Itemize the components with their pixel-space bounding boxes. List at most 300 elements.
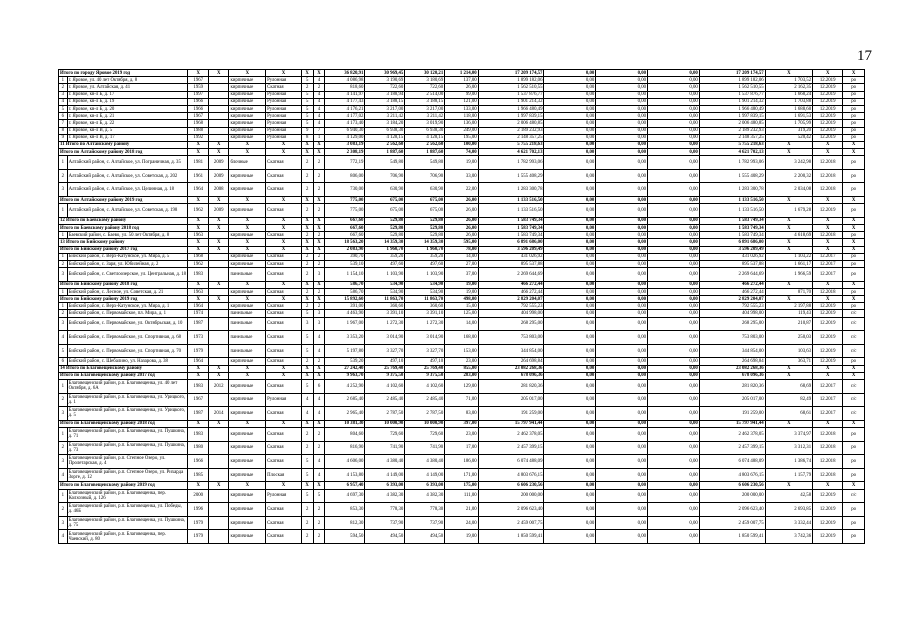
address-cell: Благовещенский район, р.п. Благовещенка, ул. Пушкина, д. 75 <box>67 516 188 530</box>
data-cell <box>208 127 229 134</box>
data-cell: 1 <box>59 204 68 218</box>
total-cell: Х <box>313 239 325 246</box>
data-cell: 4 <box>313 98 325 105</box>
data-cell: 772,19 <box>325 156 365 170</box>
total-cell: 15 797 941,44 <box>478 420 544 427</box>
total-cell: 0,00 <box>596 149 648 156</box>
table-row <box>59 156 865 170</box>
data-cell: 2000 <box>188 489 209 503</box>
data-cell: Рулонная <box>266 393 302 407</box>
data-cell: 5 197,80 <box>325 344 365 358</box>
table-row <box>59 427 865 441</box>
data-cell: 4 606,00 <box>325 455 365 469</box>
data-cell: 466 272,44 <box>478 288 544 295</box>
address-cell: г. Яровое, ул. 40 лет Октября, д. 8 <box>67 77 188 84</box>
data-cell: 1 562 510,55 <box>478 84 544 91</box>
data-cell: 12.2019 <box>813 530 843 544</box>
data-cell: 12.2019 <box>813 358 843 365</box>
data-cell: 2 <box>313 303 325 310</box>
total-cell: Х <box>208 372 229 379</box>
data-cell: 2 <box>301 358 313 365</box>
data-cell: 586,70 <box>325 288 365 295</box>
data-cell: 0,00 <box>544 105 596 112</box>
total-cell: Х <box>188 225 209 232</box>
total-cell: 0,00 <box>648 482 700 489</box>
total-cell: Х <box>188 197 209 204</box>
total-cell: 0,00 <box>544 225 596 232</box>
data-cell: 2009 <box>208 156 229 170</box>
data-cell: кирпичные <box>229 134 266 141</box>
total-label-cell: Итого по Алтайскому району 2019 год <box>59 197 188 204</box>
total-cell: 466 272,44 <box>478 281 544 288</box>
data-cell: 0,00 <box>596 105 648 112</box>
data-cell: 133,00 <box>445 105 478 112</box>
data-cell: 0,00 <box>596 317 648 331</box>
total-cell: 1 887,60 <box>405 149 445 156</box>
data-cell: 1 157,79 <box>765 468 812 482</box>
data-cell: 2 <box>313 503 325 517</box>
data-cell: 4 <box>313 120 325 127</box>
data-cell: 3 188,15 <box>365 98 405 105</box>
total-cell: Х <box>208 70 229 77</box>
data-cell: 2 <box>301 427 313 441</box>
data-cell: 1 901 214,32 <box>478 98 544 105</box>
total-cell: Х <box>765 482 812 489</box>
data-cell: 4 173,40 <box>325 120 365 127</box>
total-cell: Х <box>229 149 266 156</box>
total-cell: Х <box>266 217 302 224</box>
data-cell: 12.2019 <box>813 77 843 84</box>
data-cell: 1 <box>59 288 68 295</box>
data-cell: 19,00 <box>445 530 478 544</box>
data-cell: 5 <box>301 489 313 503</box>
total-cell: Х <box>229 239 266 246</box>
total-cell: 4 621 702,13 <box>478 149 544 156</box>
data-cell: 812,30 <box>325 516 365 530</box>
data-cell: кирпичные <box>229 253 266 260</box>
table-row-total <box>59 70 865 77</box>
data-cell: 675,00 <box>405 204 445 218</box>
total-cell: 534,90 <box>365 281 405 288</box>
data-cell <box>208 331 229 345</box>
repair-schedule-table-wrapper <box>58 69 865 544</box>
data-cell: 0,00 <box>648 407 700 421</box>
total-cell: 27 242,40 <box>325 365 365 372</box>
table-row-total <box>59 420 865 427</box>
data-cell: 630,90 <box>405 183 445 197</box>
data-cell: 0,00 <box>648 344 700 358</box>
total-cell: 675,00 <box>405 197 445 204</box>
address-cell: Благовещенский район, р.п. Благовещенка, ул. Пушкина, д. 73 <box>67 441 188 455</box>
address-cell: г. Яровое, кв-л Б, д. 21 <box>67 113 188 120</box>
data-cell: 778,30 <box>365 503 405 517</box>
data-cell: кирпичные <box>229 303 266 310</box>
data-cell: 3 <box>59 317 68 331</box>
address-cell: г. Яровое, кв-л Б, д. 17 <box>67 91 188 98</box>
total-cell: Х <box>229 70 266 77</box>
data-cell: 0,00 <box>544 468 596 482</box>
data-cell: 103,63 <box>765 344 812 358</box>
data-cell: 1987 <box>188 407 209 421</box>
total-cell: Х <box>765 365 812 372</box>
data-cell: 268 295,00 <box>478 317 544 331</box>
data-cell: 0,00 <box>544 344 596 358</box>
total-cell: Х <box>301 372 313 379</box>
data-cell: 3 374,97 <box>765 427 812 441</box>
total-cell: Х <box>843 197 865 204</box>
data-cell: 210,87 <box>765 317 812 331</box>
total-cell: Х <box>188 420 209 427</box>
total-cell: 775,00 <box>325 197 365 204</box>
data-cell: 0,00 <box>596 232 648 239</box>
table-row-total <box>59 239 865 246</box>
data-cell: 792 555,23 <box>478 303 544 310</box>
data-cell: 2 <box>301 516 313 530</box>
data-cell: кирпичные <box>229 204 266 218</box>
total-cell: 0,00 <box>544 197 596 204</box>
data-cell: Скатная <box>266 455 302 469</box>
data-cell: 2 <box>301 503 313 517</box>
total-cell: Х <box>188 70 209 77</box>
address-cell: Благовещенский район, р.п. Степное Озеро, ул. Пролетарская, д. 4 <box>67 455 188 469</box>
data-cell: 1 103,22 <box>765 253 812 260</box>
data-cell: 0,00 <box>596 260 648 267</box>
data-cell: 125,00 <box>445 310 478 317</box>
data-cell: 0,00 <box>648 77 700 84</box>
data-cell: кирпичные <box>229 393 266 407</box>
data-cell: Рулонная <box>266 127 302 134</box>
data-cell: ро <box>843 268 865 282</box>
address-cell: Благовещенский район, р.п. Степное Озеро, ул. Рихарда Зорге, д. 12 <box>67 468 188 482</box>
data-cell: 2 <box>301 530 313 544</box>
total-label-cell: 11 Итого по Алтайскому району <box>59 141 188 148</box>
data-cell: 7 <box>313 127 325 134</box>
total-cell: 498,00 <box>445 296 478 303</box>
data-cell: кирпичные <box>229 441 266 455</box>
data-cell: 42,58 <box>765 489 812 503</box>
data-cell: 0,00 <box>648 113 700 120</box>
data-cell: 4 102,60 <box>405 380 445 394</box>
data-cell: 1 133 516,50 <box>699 204 765 218</box>
data-cell: 816,90 <box>325 441 365 455</box>
data-cell: 12.2019 <box>813 91 843 98</box>
address-cell: Благовещенский район, р.п. Благовещенка, ул. Урицкого, д. 5 <box>67 407 188 421</box>
total-cell: 1 960,70 <box>405 246 445 253</box>
total-cell: Х <box>208 420 229 427</box>
data-cell: 3 <box>313 317 325 331</box>
total-label-cell: Итого по городу Яровое 2019 год <box>59 70 188 77</box>
total-cell: 9 375,50 <box>405 372 445 379</box>
data-cell: 8 <box>59 127 68 134</box>
data-cell: 2 <box>313 253 325 260</box>
data-cell: 191 259,00 <box>478 407 544 421</box>
data-cell: 3 353,20 <box>325 331 365 345</box>
table-row <box>59 169 865 183</box>
data-cell: панельные <box>229 317 266 331</box>
table-row-total <box>59 281 865 288</box>
data-cell: 12.2019 <box>813 113 843 120</box>
total-cell: Х <box>301 482 313 489</box>
total-cell: 0,00 <box>596 197 648 204</box>
data-cell: 19,00 <box>445 156 478 170</box>
data-cell: ро <box>843 113 865 120</box>
data-cell: 4 <box>313 407 325 421</box>
data-cell: 2 <box>59 169 68 183</box>
data-cell: 1968 <box>188 120 209 127</box>
total-cell: 595,00 <box>445 239 478 246</box>
data-cell: 497,60 <box>365 260 405 267</box>
address-cell: Алтайский район, с. Алтайское, ул. Целинная, д. 18 <box>67 183 188 197</box>
data-cell: 5 <box>59 344 68 358</box>
data-cell: 737,90 <box>365 516 405 530</box>
total-cell: Х <box>208 217 229 224</box>
data-cell: 1979 <box>188 530 209 544</box>
data-cell: 2 <box>313 427 325 441</box>
data-cell: 497,10 <box>405 358 445 365</box>
data-cell: 675,00 <box>365 204 405 218</box>
data-cell: 12.2018 <box>813 288 843 295</box>
data-cell: 0,00 <box>648 503 700 517</box>
data-cell: 4 382,30 <box>405 489 445 503</box>
data-cell: 2014 <box>208 407 229 421</box>
data-cell <box>208 232 229 239</box>
data-cell: ро <box>843 260 865 267</box>
data-cell: 1 103,90 <box>365 268 405 282</box>
data-cell: 0,00 <box>596 253 648 260</box>
total-cell: 15 797 941,44 <box>699 420 765 427</box>
total-cell: 0,00 <box>544 420 596 427</box>
data-cell: 2 200,32 <box>765 169 812 183</box>
data-cell: 2 462 378,05 <box>478 427 544 441</box>
data-cell: 12.2019 <box>813 489 843 503</box>
data-cell: 6 074 488,09 <box>478 455 544 469</box>
total-cell: Х <box>765 217 812 224</box>
total-cell: 0,00 <box>544 141 596 148</box>
total-cell: 1 133 516,50 <box>699 197 765 204</box>
table-row <box>59 77 865 84</box>
data-cell: 1 <box>59 253 68 260</box>
data-cell: 12.2019 <box>813 516 843 530</box>
data-cell: 778,30 <box>405 503 445 517</box>
data-cell: 5 <box>59 105 68 112</box>
table-row <box>59 232 865 239</box>
data-cell: 5 <box>301 91 313 98</box>
data-cell: 1 562 510,55 <box>699 84 765 91</box>
total-cell: 0,00 <box>596 420 648 427</box>
data-cell: 1 679,28 <box>765 204 812 218</box>
data-cell: 2008 <box>208 183 229 197</box>
total-cell: 23 082 268,36 <box>699 365 765 372</box>
data-cell: 1983 <box>188 268 209 282</box>
data-cell: 2 <box>313 358 325 365</box>
data-cell: 0,00 <box>648 91 700 98</box>
data-cell: 0,00 <box>596 156 648 170</box>
data-cell: 729,60 <box>365 427 405 441</box>
total-cell: Х <box>313 70 325 77</box>
data-cell: 0,00 <box>596 84 648 91</box>
data-cell: 4 149,00 <box>405 468 445 482</box>
data-cell: 1968 <box>188 253 209 260</box>
data-cell: 0,00 <box>648 516 700 530</box>
total-cell: Х <box>843 141 865 148</box>
data-cell: 4 176,21 <box>325 105 365 112</box>
data-cell: 0,00 <box>596 503 648 517</box>
table-row <box>59 380 865 394</box>
total-cell: Х <box>843 281 865 288</box>
address-cell: г. Яровое, кв-л Б, д. 19 <box>67 98 188 105</box>
total-cell: 1 583 749,34 <box>478 217 544 224</box>
data-cell: с/с <box>843 317 865 331</box>
data-cell: кирпичные <box>229 503 266 517</box>
data-cell: 1 <box>59 232 68 239</box>
total-cell: Х <box>813 70 843 77</box>
data-cell: 539,10 <box>325 260 365 267</box>
data-cell: 27,00 <box>445 260 478 267</box>
data-cell: 1 661,17 <box>765 260 812 267</box>
address-cell: Алтайский район, с. Алтайское, ул. Пограничная, д. 35 <box>67 156 188 170</box>
data-cell: Рулонная <box>266 489 302 503</box>
total-cell: 0,00 <box>648 296 700 303</box>
total-cell: 466 272,44 <box>699 281 765 288</box>
data-cell: 753 803,00 <box>478 331 544 345</box>
data-cell: 5 <box>301 77 313 84</box>
data-cell <box>208 91 229 98</box>
data-cell: 6 074 488,09 <box>699 455 765 469</box>
total-cell: 4 621 702,13 <box>699 149 765 156</box>
data-cell: 4 <box>301 393 313 407</box>
address-cell: Бийский район, с. Первомайское, ул. Октябрьская, д. 10 <box>67 317 188 331</box>
data-cell: 2 <box>301 156 313 170</box>
data-cell <box>208 516 229 530</box>
address-cell: г. Яровое, ул. Алтайская, д. 41 <box>67 84 188 91</box>
table-row <box>59 288 865 295</box>
data-cell: 0,00 <box>544 77 596 84</box>
data-cell: 3 <box>59 183 68 197</box>
data-cell: 360,60 <box>365 303 405 310</box>
total-cell: Х <box>843 372 865 379</box>
total-label-cell: Итого по Благовещенскому району 2019 год <box>59 482 188 489</box>
total-cell: 0,00 <box>648 70 700 77</box>
data-cell: 1962 <box>188 260 209 267</box>
data-cell: 2 693,85 <box>765 503 812 517</box>
total-cell: Х <box>229 420 266 427</box>
data-cell: 12.2019 <box>813 84 843 91</box>
data-cell <box>208 98 229 105</box>
total-cell: Х <box>229 365 266 372</box>
data-cell: ро <box>843 105 865 112</box>
data-cell: 5 <box>301 331 313 345</box>
total-cell: 3 083,19 <box>325 141 365 148</box>
total-label-cell: 13 Итого по Бийскому району <box>59 239 188 246</box>
total-cell: 1 214,00 <box>445 70 478 77</box>
data-cell: 12.2019 <box>813 134 843 141</box>
total-cell: Х <box>266 239 302 246</box>
table-row-total <box>59 225 865 232</box>
total-cell: Х <box>301 296 313 303</box>
total-cell: Х <box>313 149 325 156</box>
data-cell: 3 312,31 <box>765 441 812 455</box>
data-cell: 6 <box>59 358 68 365</box>
data-cell: 26,00 <box>445 232 478 239</box>
data-cell: Скатная <box>266 253 302 260</box>
data-cell: 4 <box>313 468 325 482</box>
data-cell: 4 <box>313 331 325 345</box>
total-cell: 6 891 686,00 <box>478 239 544 246</box>
data-cell: 68,61 <box>765 407 812 421</box>
total-cell: Х <box>765 70 812 77</box>
total-cell: Х <box>229 217 266 224</box>
table-row-total <box>59 482 865 489</box>
data-cell: панельные <box>229 344 266 358</box>
data-cell: панельные <box>229 310 266 317</box>
total-cell: 11 863,70 <box>405 296 445 303</box>
data-cell: 4 463,90 <box>325 310 365 317</box>
total-cell: Х <box>843 482 865 489</box>
total-cell: Х <box>266 246 302 253</box>
data-cell: 1 668,24 <box>765 91 812 98</box>
data-cell: 24,00 <box>445 516 478 530</box>
total-cell: 283,00 <box>445 372 478 379</box>
table-row <box>59 113 865 120</box>
data-cell: 0,00 <box>596 77 648 84</box>
data-cell: 0,00 <box>544 455 596 469</box>
total-cell: Х <box>266 225 302 232</box>
data-cell: 0,00 <box>596 344 648 358</box>
data-cell: 0,00 <box>544 358 596 365</box>
data-cell: кирпичные <box>229 380 266 394</box>
total-cell: Х <box>229 246 266 253</box>
data-cell: 2012 <box>208 380 229 394</box>
data-cell: Скатная <box>266 358 302 365</box>
data-cell: 137,00 <box>445 77 478 84</box>
total-cell: 0,00 <box>648 420 700 427</box>
data-cell: 4 <box>313 113 325 120</box>
data-cell: 0,00 <box>596 127 648 134</box>
address-cell: Бийский район, с. Шебалино, ул. Назарова, д. 38 <box>67 358 188 365</box>
data-cell <box>208 310 229 317</box>
data-cell <box>208 503 229 517</box>
data-cell: 0,00 <box>544 503 596 517</box>
total-cell: Х <box>313 420 325 427</box>
data-cell: 2 457 399,15 <box>699 441 765 455</box>
data-cell: 1 703,52 <box>765 77 812 84</box>
total-cell: Х <box>208 225 229 232</box>
data-cell: 2 034,08 <box>765 183 812 197</box>
data-cell: 26,00 <box>445 84 478 91</box>
data-cell: 344 854,00 <box>699 344 765 358</box>
data-cell: 0,00 <box>648 288 700 295</box>
data-cell: 2 197,88 <box>765 303 812 310</box>
data-cell: 1 899 182,06 <box>478 77 544 84</box>
data-cell: 741,90 <box>365 441 405 455</box>
total-cell: Х <box>313 372 325 379</box>
data-cell: 2 <box>313 516 325 530</box>
data-cell: 1997 <box>188 91 209 98</box>
data-cell: 1 555 408,29 <box>699 169 765 183</box>
total-cell: 26,00 <box>445 225 478 232</box>
data-cell: 404 998,00 <box>478 310 544 317</box>
total-cell: 529,80 <box>405 217 445 224</box>
data-cell: 12.2019 <box>813 344 843 358</box>
data-cell: 1 537 876,77 <box>699 91 765 98</box>
data-cell: 4 153,80 <box>325 468 365 482</box>
data-cell: 1983 <box>188 427 209 441</box>
address-cell: Алтайский район, с. Алтайское, ул. Советская, д. 202 <box>67 169 188 183</box>
data-cell: 4 128,15 <box>365 134 405 141</box>
table-body <box>59 70 865 544</box>
data-cell <box>208 77 229 84</box>
total-label-cell: Итого по Алтайскому району 2018 год <box>59 149 188 156</box>
